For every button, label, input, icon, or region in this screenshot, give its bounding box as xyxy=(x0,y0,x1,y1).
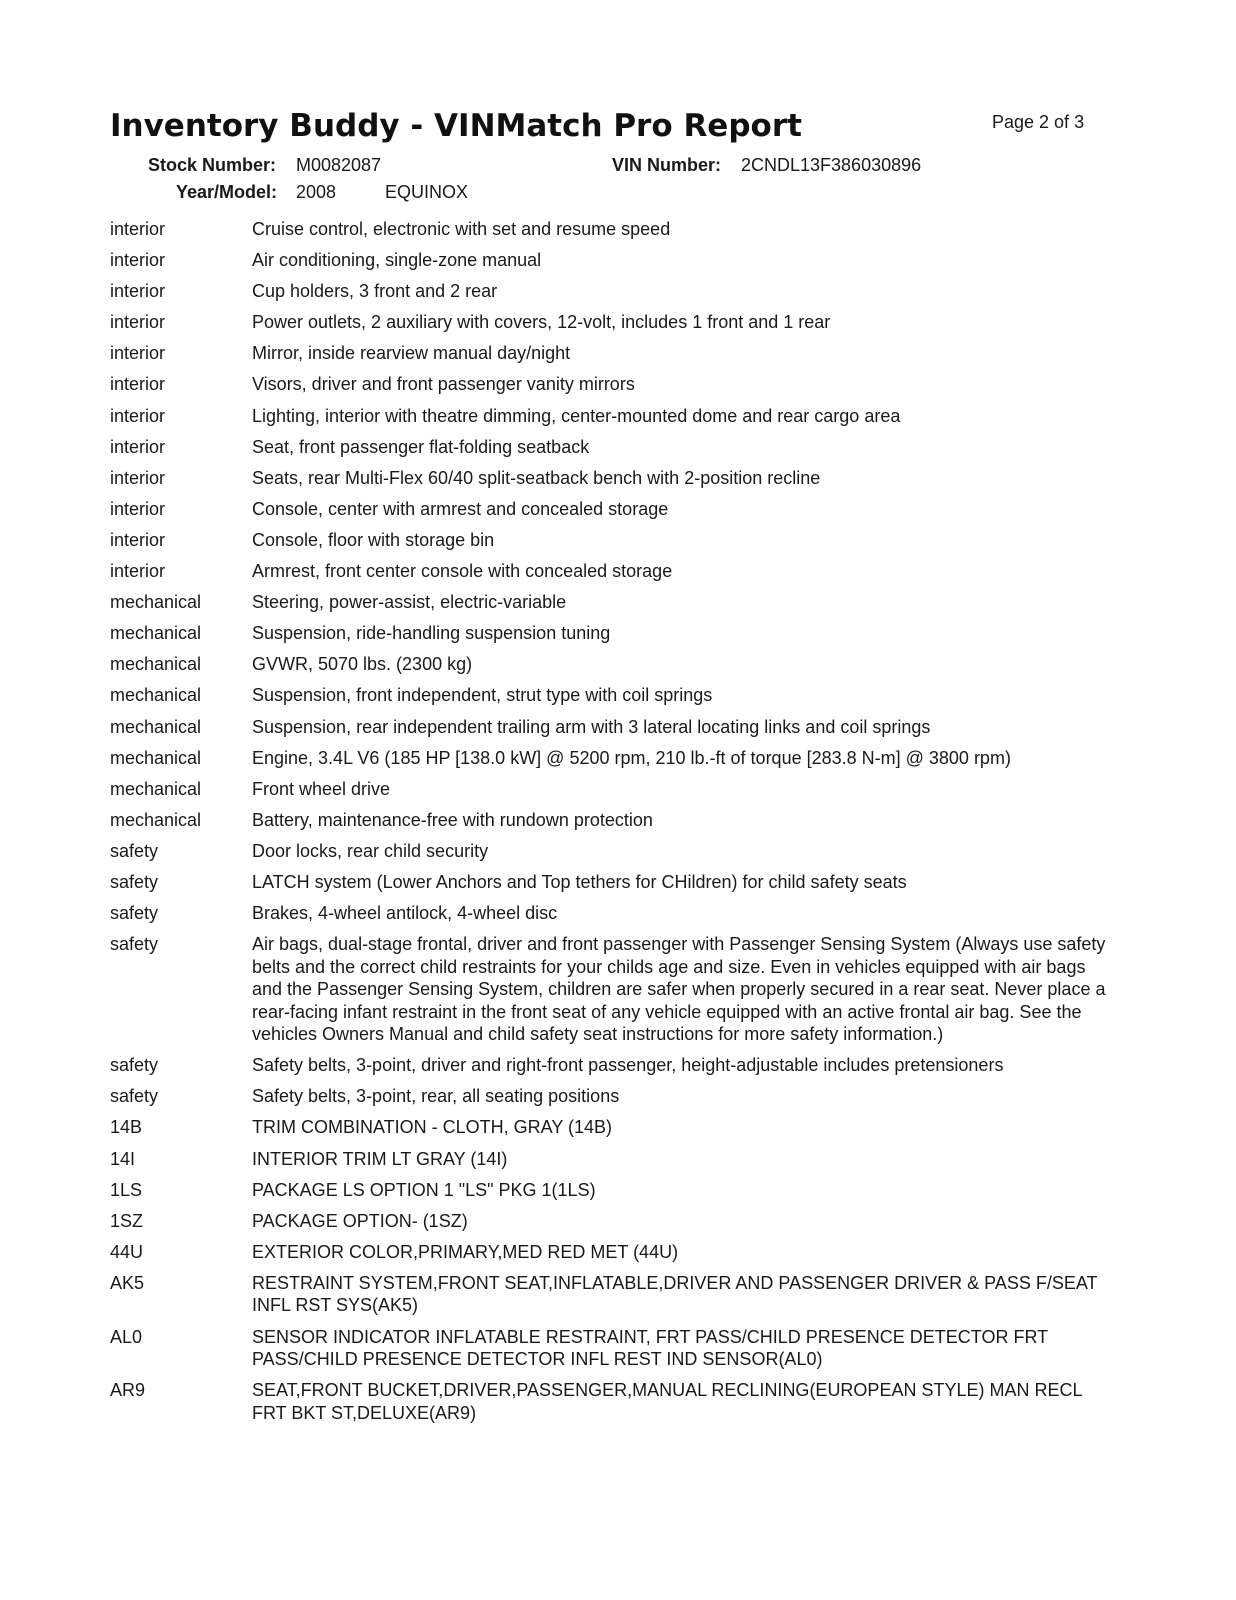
feature-category: interior xyxy=(110,498,166,519)
feature-category: interior xyxy=(110,405,166,426)
feature-description: EXTERIOR COLOR,PRIMARY,MED RED MET (44U) xyxy=(252,1241,679,1262)
feature-description: Engine, 3.4L V6 (185 HP [138.0 kW] @ 5200 rpm, 210 lb.-ft of torque [283.8 N-m] @ 3800 rpm) xyxy=(252,747,1011,768)
feature-description: Front wheel drive xyxy=(252,778,391,799)
feature-category: AR9 xyxy=(110,1380,146,1401)
feature-row xyxy=(110,311,1110,334)
feature-category: interior xyxy=(110,561,166,582)
feature-row xyxy=(110,467,1110,490)
feature-description: SEAT,FRONT BUCKET,DRIVER,PASSENGER,MANUAL RECLINING(EUROPEAN STYLE) MAN RECL FRT BKT ST,DELUXE(AR9) xyxy=(252,1380,1082,1423)
feature-description: Suspension, rear independent trailing arm with 3 lateral locating links and coil springs xyxy=(252,716,931,737)
feature-description: SENSOR INDICATOR INFLATABLE RESTRAINT, FRT PASS/CHILD PRESENCE DETECTOR FRT PASS/CHILD PRESENCE DETECTOR INFL REST IND SENSOR(AL0) xyxy=(252,1326,1048,1369)
feature-description: Console, center with armrest and concealed storage xyxy=(252,498,669,519)
feature-description: Air bags, dual-stage frontal, driver and front passenger with Passenger Sensing System (Always use safety belts and the correct child restraints for your childs age and size. Even in vehicles equipped with air bags and the Passenger Sensing System, children are safer when properly secured in a rear seat. Never place a rear-facing infant restraint in the front seat of any vehicle equipped with an active frontal air bag. See the vehicles Owners Manual and child safety seat instructions for more safety information.) xyxy=(252,934,1106,1045)
feature-row xyxy=(110,1210,1110,1233)
feature-row xyxy=(110,405,1110,428)
feature-list xyxy=(110,218,1110,1433)
feature-category: 44U xyxy=(110,1241,144,1262)
feature-row xyxy=(110,1148,1110,1171)
year-model-label: Year/Model: xyxy=(176,182,278,202)
feature-category: mechanical xyxy=(110,592,202,613)
feature-category: safety xyxy=(110,903,159,924)
stock-number-label: Stock Number: xyxy=(148,155,277,175)
feature-row xyxy=(110,280,1110,303)
feature-description: GVWR, 5070 lbs. (2300 kg) xyxy=(252,654,473,675)
feature-category: safety xyxy=(110,840,159,861)
feature-description: Safety belts, 3-point, driver and right-front passenger, height-adjustable includes pretensioners xyxy=(252,1055,1004,1076)
feature-description: Lighting, interior with theatre dimming, center-mounted dome and rear cargo area xyxy=(252,405,901,426)
feature-category: safety xyxy=(110,1055,159,1076)
feature-category: AL0 xyxy=(110,1326,143,1347)
feature-row xyxy=(110,1272,1110,1317)
feature-description: Visors, driver and front passenger vanity mirrors xyxy=(252,374,635,395)
feature-description: PACKAGE OPTION- (1SZ) xyxy=(252,1210,468,1231)
feature-description: Cruise control, electronic with set and resume speed xyxy=(252,219,671,239)
feature-row xyxy=(110,809,1110,832)
feature-description: Power outlets, 2 auxiliary with covers, 12-volt, includes 1 front and 1 rear xyxy=(252,312,831,333)
feature-row xyxy=(110,249,1110,272)
feature-description: Mirror, inside rearview manual day/night xyxy=(252,343,571,364)
feature-row xyxy=(110,498,1110,521)
feature-category: interior xyxy=(110,250,166,271)
feature-row xyxy=(110,560,1110,583)
feature-category: mechanical xyxy=(110,654,202,675)
model-value: EQUINOX xyxy=(385,182,469,202)
feature-description: PACKAGE LS OPTION 1 "LS" PKG 1(1LS) xyxy=(252,1179,596,1200)
feature-category: interior xyxy=(110,219,166,239)
feature-row xyxy=(110,871,1110,894)
feature-row xyxy=(110,436,1110,459)
feature-category: interior xyxy=(110,436,166,457)
feature-category: safety xyxy=(110,871,159,892)
feature-category: mechanical xyxy=(110,623,202,644)
page-number: Page 2 of 3 xyxy=(992,112,1085,132)
feature-description: Safety belts, 3-point, rear, all seating positions xyxy=(252,1086,620,1107)
feature-category: interior xyxy=(110,529,166,550)
feature-description: Suspension, front independent, strut type with coil springs xyxy=(252,685,713,706)
feature-row xyxy=(110,529,1110,552)
feature-category: mechanical xyxy=(110,685,202,706)
feature-category: interior xyxy=(110,374,166,395)
feature-row xyxy=(110,840,1110,863)
feature-category: safety xyxy=(110,1086,159,1107)
feature-category: AK5 xyxy=(110,1272,145,1293)
feature-description: Seats, rear Multi-Flex 60/40 split-seatback bench with 2-position recline xyxy=(252,467,821,488)
feature-description: Air conditioning, single-zone manual xyxy=(252,250,542,271)
feature-row xyxy=(110,591,1110,614)
feature-row xyxy=(110,342,1110,365)
year-value: 2008 xyxy=(296,182,337,202)
feature-category: mechanical xyxy=(110,809,202,830)
feature-row xyxy=(110,1379,1110,1424)
feature-row xyxy=(110,747,1110,770)
feature-category: mechanical xyxy=(110,778,202,799)
feature-row xyxy=(110,218,1110,241)
feature-category: interior xyxy=(110,343,166,364)
feature-description: Cup holders, 3 front and 2 rear xyxy=(252,281,498,302)
feature-row xyxy=(110,653,1110,676)
feature-category: 1SZ xyxy=(110,1210,144,1231)
feature-category: interior xyxy=(110,281,166,302)
stock-number-value: M0082087 xyxy=(296,155,382,175)
feature-row xyxy=(110,933,1110,1046)
feature-row xyxy=(110,1085,1110,1108)
vin-number-value: 2CNDL13F386030896 xyxy=(741,155,922,175)
report-title: Inventory Buddy - VINMatch Pro Report xyxy=(110,108,802,144)
feature-row xyxy=(110,373,1110,396)
feature-category: 14B xyxy=(110,1117,143,1138)
feature-description: LATCH system (Lower Anchors and Top tethers for CHildren) for child safety seats xyxy=(252,871,907,892)
feature-category: 14I xyxy=(110,1148,136,1169)
feature-description: Armrest, front center console with concealed storage xyxy=(252,561,673,582)
feature-category: 1LS xyxy=(110,1179,143,1200)
feature-description: Battery, maintenance-free with rundown protection xyxy=(252,809,653,830)
feature-category: interior xyxy=(110,467,166,488)
feature-description: Brakes, 4-wheel antilock, 4-wheel disc xyxy=(252,903,558,924)
feature-row xyxy=(110,778,1110,801)
feature-row xyxy=(110,716,1110,739)
feature-row xyxy=(110,1241,1110,1264)
feature-row xyxy=(110,1116,1110,1139)
feature-category: interior xyxy=(110,312,166,333)
feature-description: Suspension, ride-handling suspension tuning xyxy=(252,623,611,644)
feature-description: INTERIOR TRIM LT GRAY (14I) xyxy=(252,1148,508,1169)
feature-row xyxy=(110,902,1110,925)
feature-row xyxy=(110,1326,1110,1371)
feature-category: mechanical xyxy=(110,716,202,737)
feature-description: TRIM COMBINATION - CLOTH, GRAY (14B) xyxy=(252,1117,613,1138)
feature-description: Steering, power-assist, electric-variable xyxy=(252,592,567,613)
vin-number-label: VIN Number: xyxy=(612,155,722,175)
feature-description: Seat, front passenger flat-folding seatback xyxy=(252,436,590,457)
feature-description: Door locks, rear child security xyxy=(252,840,489,861)
feature-row xyxy=(110,1179,1110,1202)
feature-description: Console, floor with storage bin xyxy=(252,529,495,550)
feature-row xyxy=(110,622,1110,645)
feature-description: RESTRAINT SYSTEM,FRONT SEAT,INFLATABLE,DRIVER AND PASSENGER DRIVER & PASS F/SEAT INFL RST SYS(AK5) xyxy=(252,1272,1098,1316)
feature-row xyxy=(110,684,1110,707)
feature-category: safety xyxy=(110,934,159,955)
feature-category: mechanical xyxy=(110,747,202,768)
feature-row xyxy=(110,1054,1110,1077)
